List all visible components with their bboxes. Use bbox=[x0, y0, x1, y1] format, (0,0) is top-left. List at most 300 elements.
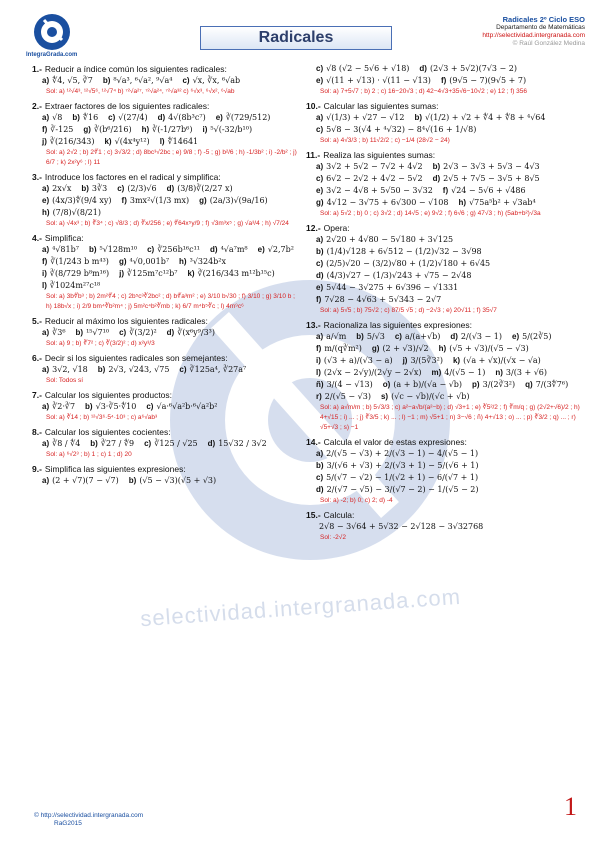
exercise-expression: √75a⁵b² + √3ab⁴ bbox=[469, 198, 536, 207]
question-heading bbox=[32, 101, 300, 111]
exercise-item bbox=[383, 380, 462, 390]
exercise-list bbox=[316, 113, 586, 135]
exercise-expression: 5√8 − 3(√4 + ⁴√32) − 8⁴√(16 + 1/√8) bbox=[326, 125, 477, 134]
exercise-label: p) bbox=[472, 380, 480, 389]
exercise-item bbox=[42, 365, 88, 375]
solution-text: Sol: a) 9 ; b) ∛7² ; c) ∛(3/2)² ; d) x²y³/3 bbox=[46, 340, 155, 347]
exercise-item bbox=[316, 113, 404, 123]
exercise-label: e) bbox=[42, 196, 50, 205]
exercise-expression: ∜16 bbox=[82, 113, 99, 122]
question-number: 15.- bbox=[306, 510, 321, 520]
exercise-expression: 3/(2∛3²) bbox=[482, 380, 516, 389]
exercise-expression: ∛(216/343 m¹²b¹⁵c) bbox=[197, 269, 275, 278]
exercise-item bbox=[450, 332, 502, 342]
exercise-expression: (2 + √3)/√2 bbox=[382, 344, 429, 353]
exercise-label: d) bbox=[210, 245, 218, 254]
page-number: 1 bbox=[564, 792, 577, 821]
exercise-expression: 2/(√3 − 1) bbox=[460, 332, 503, 341]
exercise-label: d) bbox=[207, 439, 216, 448]
exercise-item bbox=[258, 245, 294, 255]
exercise-list bbox=[42, 439, 300, 449]
question-heading bbox=[32, 64, 300, 74]
exercise-item bbox=[90, 439, 134, 449]
exercise-expression: ∛3⁶ bbox=[52, 328, 66, 337]
exercise-expression: √a·⁶√a²b·⁶√a²b² bbox=[156, 402, 218, 411]
exercise-item bbox=[316, 461, 479, 471]
exercise-item bbox=[459, 198, 536, 208]
exercise-label: b) bbox=[128, 476, 137, 485]
exercise-item bbox=[316, 76, 431, 86]
exercise-expression: ∛125 / √25 bbox=[154, 439, 198, 448]
exercise-item bbox=[512, 332, 551, 342]
exercise-expression: (√3 + a)/(√3 − a) bbox=[323, 356, 393, 365]
exercise-label: e) bbox=[316, 76, 324, 85]
question-text: Reducir a índice común los siguientes radicales: bbox=[44, 64, 227, 74]
exercise-expression: 2√8 − 3√64 + 5√32 − 2√128 − 3√32768 bbox=[319, 522, 484, 531]
exercise-expression: (7/8)√(8/21) bbox=[52, 208, 101, 217]
exercise-label: a) bbox=[42, 439, 50, 448]
exercise-item bbox=[372, 344, 429, 354]
exercise-label: b) bbox=[75, 328, 84, 337]
exercise-label: d) bbox=[432, 174, 441, 183]
exercise-label: d) bbox=[316, 485, 324, 494]
exercise-expression: √2,7b² bbox=[267, 245, 294, 254]
exercise-list bbox=[316, 235, 586, 305]
exercise-expression: (3/8)∛(2/27 x) bbox=[177, 184, 233, 193]
exercise-expression: 2/(√5 − √3) bbox=[324, 392, 371, 401]
exercise-label: k) bbox=[452, 356, 461, 365]
exercise-label: h) bbox=[179, 257, 187, 266]
watermark-text: selectividad.intergranada.com bbox=[139, 583, 462, 632]
exercise-expression: 5/√3 bbox=[366, 332, 385, 341]
question-heading bbox=[306, 510, 586, 520]
exercise-label: i) bbox=[42, 269, 47, 278]
exercise-item bbox=[187, 269, 274, 279]
question-text: Introduce los factores en el radical y simplifica: bbox=[44, 172, 221, 182]
question-text: Extraer factores de los siguientes radicales: bbox=[44, 101, 210, 111]
exercise-expression: 2/(√7 − √5) − 3/(√7 − 2) − 1/(√5 − 2) bbox=[326, 485, 479, 494]
question-number: 3.- bbox=[32, 172, 42, 182]
question-block bbox=[306, 101, 586, 146]
exercise-label: c) bbox=[316, 473, 324, 482]
question-number: 12.- bbox=[306, 223, 321, 233]
exercise-item bbox=[316, 64, 409, 74]
exercise-item bbox=[403, 356, 443, 366]
exercise-label: c) bbox=[316, 174, 324, 183]
credit-label: © Raúl González Medina bbox=[512, 40, 585, 47]
exercise-item bbox=[119, 269, 177, 279]
exercise-expression: 6√2 − 2√2 + 4√2 − 5√2 bbox=[326, 174, 423, 183]
exercise-expression: 3mx²√(1/3 mx) bbox=[129, 196, 190, 205]
exercise-label: c) bbox=[316, 259, 324, 268]
exercise-label: b) bbox=[356, 332, 364, 341]
question-text: Opera: bbox=[323, 223, 350, 233]
exercise-expression: (2√3 + 5√2)(7√3 − 2) bbox=[429, 64, 517, 73]
exercise-label: d) bbox=[166, 184, 175, 193]
exercise-expression: (4/3)√27 − (1/3)√243 + √75 − 2√48 bbox=[326, 271, 472, 280]
exercise-label: a) bbox=[42, 365, 50, 374]
exercise-item bbox=[472, 380, 515, 390]
question-block bbox=[306, 437, 586, 506]
exercise-label: j) bbox=[402, 356, 408, 365]
exercise-item bbox=[316, 356, 393, 366]
question-text: Calcular las siguientes sumas: bbox=[323, 101, 439, 111]
exercise-expression: a/√m bbox=[326, 332, 347, 341]
exercise-expression: √8 bbox=[52, 113, 63, 122]
question-text: Realiza las siguientes sumas: bbox=[323, 150, 436, 160]
exercise-label: g) bbox=[316, 198, 324, 207]
exercise-expression: √(11 + √13) · √(11 − √13) bbox=[326, 76, 431, 85]
exercise-expression: (√a + √x)/(√x − √a) bbox=[463, 356, 541, 365]
exercise-expression: 5√44 − 3√275 + 6√396 − √1331 bbox=[326, 283, 459, 292]
question-block bbox=[32, 172, 300, 229]
exercise-label: e) bbox=[316, 283, 324, 292]
solution-text: Sol: a) ∛14 ; b) ¹²√3⁶·5⁴·10³ ; c) a⁶√ab³ bbox=[46, 414, 158, 421]
solution-text: Sol: a) a√m/m ; b) 5√3/3 ; c) a²−a√b/(a²−b) ; d) √3+1 ; e) ∛5²/2 ; f) ∛m/q ; g) (2√2+√6)/2 ; h) 4+√15 ; i) ... ; j) ∛3/5 ; k) ... ; l) −1 ; m) √5+1 ; n) 3−√6 ; ñ) 4+√13 ; o) ... ; p) ∛3/2 ; q) ... ; r) √5+√3 ; s) −1 bbox=[320, 404, 580, 431]
exercise-expression: 3√2, √18 bbox=[52, 365, 88, 374]
header-url[interactable]: http://selectividad.intergranada.com bbox=[482, 32, 585, 39]
question-block bbox=[32, 427, 300, 460]
exercise-label: l) bbox=[159, 137, 165, 146]
exercise-expression: √8 (√2 − 5√6 + √18) bbox=[326, 64, 410, 73]
exercise-item bbox=[316, 344, 362, 354]
exercise-expression: ∛(8/729 b⁸m¹⁶) bbox=[49, 269, 110, 278]
exercise-label: h) bbox=[141, 125, 150, 134]
exercise-label: f) bbox=[440, 76, 447, 85]
exercise-item bbox=[129, 476, 216, 486]
exercise-item bbox=[216, 113, 271, 123]
question-block bbox=[32, 390, 300, 423]
exercise-label: g) bbox=[118, 257, 127, 266]
exercise-item bbox=[119, 257, 169, 267]
question-block bbox=[306, 150, 586, 219]
question-block bbox=[32, 464, 300, 486]
question-heading bbox=[32, 233, 300, 243]
exercise-expression: 3∛3 bbox=[91, 184, 108, 193]
exercise-item bbox=[316, 332, 346, 342]
exercise-label: e) bbox=[316, 186, 324, 195]
exercise-expression: 2/(√5 − √3) + 2/(√3 − 1) − 4/(√5 − 1) bbox=[326, 449, 479, 458]
exercise-label: d) bbox=[419, 64, 427, 73]
exercise-list bbox=[42, 402, 300, 412]
exercise-expression: 2√3 − 3√3 + 5√3 − 4√3 bbox=[443, 162, 540, 171]
question-heading bbox=[32, 427, 300, 437]
exercise-label: c) bbox=[394, 332, 402, 341]
exercise-item bbox=[182, 76, 240, 86]
exercise-expression: 3√2 − 4√8 + 5√50 − 3√32 bbox=[326, 186, 433, 195]
exercise-label: g) bbox=[83, 125, 91, 134]
exercise-item bbox=[158, 113, 206, 123]
exercise-expression: ∛2·∛7 bbox=[52, 402, 76, 411]
exercise-expression: ∛(b⁶/216) bbox=[93, 125, 132, 134]
question-text: Calcular los siguientes cocientes: bbox=[44, 427, 171, 437]
solution-text: Sol: -2√2 bbox=[320, 534, 346, 541]
exercise-expression: 4√(8b³c⁷) bbox=[168, 113, 206, 122]
exercise-expression: ∛125m⁷c¹²b⁷ bbox=[127, 269, 178, 278]
question-number: 5.- bbox=[32, 316, 42, 326]
logo-label: IntegraGrada.com bbox=[26, 52, 78, 58]
solution-text: Sol: a) 5√5 ; b) 75√2 ; c) 87/5 √5 ; d) −2√3 ; e) 20√11 ; f) 35√7 bbox=[320, 307, 497, 314]
exercise-expression: ¹⁵√7¹⁰ bbox=[86, 328, 110, 337]
question-number: 4.- bbox=[32, 233, 42, 243]
exercise-expression: ∛-125 bbox=[50, 125, 74, 134]
exercise-item bbox=[316, 522, 483, 532]
exercise-label: b) bbox=[97, 365, 106, 374]
exercise-item bbox=[42, 137, 94, 147]
exercise-item bbox=[42, 245, 79, 255]
exercise-label: a) bbox=[316, 449, 324, 458]
exercise-expression: 4√12 − 3√75 + 6√300 − √108 bbox=[326, 198, 449, 207]
exercise-item bbox=[85, 402, 136, 412]
exercise-item bbox=[42, 439, 80, 449]
exercise-label: m) bbox=[431, 368, 442, 377]
exercise-item bbox=[117, 184, 156, 194]
exercise-expression: 3/(4 − √13) bbox=[326, 380, 373, 389]
exercise-item bbox=[316, 380, 373, 390]
question-block bbox=[306, 64, 586, 97]
question-heading bbox=[32, 390, 300, 400]
exercise-item bbox=[142, 125, 193, 135]
exercise-item bbox=[83, 125, 131, 135]
exercise-label: c) bbox=[182, 76, 190, 85]
exercise-item bbox=[316, 295, 441, 305]
exercise-label: c) bbox=[316, 64, 324, 73]
question-text: Decir si los siguientes radicales son semejantes: bbox=[44, 353, 228, 363]
exercise-expression: ∛(-1/27b⁶) bbox=[152, 125, 193, 134]
exercise-label: b) bbox=[102, 76, 111, 85]
exercise-label: i) bbox=[316, 356, 321, 365]
exercise-label: k) bbox=[187, 269, 195, 278]
exercise-expression: ⁸√a³, ⁶√a², ⁹√a⁴ bbox=[113, 76, 173, 85]
exercise-expression: (a + b)/(√a − √b) bbox=[393, 380, 463, 389]
exercise-label: f) bbox=[42, 125, 48, 134]
exercise-list bbox=[42, 113, 300, 147]
exercise-label: q) bbox=[525, 380, 533, 389]
exercise-expression: ⁵√128m¹⁰ bbox=[99, 245, 138, 254]
exercise-item bbox=[316, 186, 433, 196]
exercise-item bbox=[76, 328, 110, 338]
question-number: 6.- bbox=[32, 353, 42, 363]
question-text: Simplifica: bbox=[44, 233, 84, 243]
exercise-item bbox=[103, 76, 173, 86]
solution-text: Sol: a) 7+5√7 ; b) 2 ; c) 16−20√3 ; d) 42−4√3+35√6−10√2 ; e) 12 ; f) 356 bbox=[320, 88, 528, 95]
exercise-label: i) bbox=[202, 125, 208, 134]
exercise-label: g) bbox=[371, 344, 380, 353]
exercise-label: b) bbox=[316, 247, 324, 256]
question-text: Calcula: bbox=[323, 510, 355, 520]
exercise-expression: 2√5 + 7√5 − 3√5 + 8√5 bbox=[443, 174, 540, 183]
exercise-expression: ∛1024m²⁷c¹⁸ bbox=[49, 281, 101, 290]
exercise-item bbox=[146, 402, 217, 412]
exercise-expression: √24 − 5√6 + √486 bbox=[451, 186, 526, 195]
exercise-item bbox=[42, 402, 75, 412]
question-block bbox=[32, 233, 300, 312]
exercise-item bbox=[119, 328, 157, 338]
exercise-label: a) bbox=[316, 235, 324, 244]
exercise-expression: 5/(2∛5) bbox=[522, 332, 552, 341]
exercise-list bbox=[316, 449, 586, 495]
exercise-label: a) bbox=[42, 402, 50, 411]
exercise-expression: (2/3)√6 bbox=[127, 184, 157, 193]
footer bbox=[34, 812, 143, 828]
exercise-item bbox=[89, 245, 137, 255]
department-label: Departamento de Matemáticas bbox=[496, 24, 585, 31]
exercise-expression: (√5 + √3)/(√5 − √3) bbox=[449, 344, 529, 353]
exercise-expression: ∛(729/512) bbox=[225, 113, 271, 122]
exercise-item bbox=[42, 269, 109, 279]
exercise-expression: 3√2 + 5√2 − 7√2 + 4√2 bbox=[326, 162, 423, 171]
exercise-label: ñ) bbox=[316, 380, 324, 389]
solution-text: Sol: a) 5√2 ; b) 0 ; c) 3√2 ; d) 14√5 ; e) 9√2 ; f) 6√6 ; g) 47√3 ; h) (5ab+b²)√3a bbox=[320, 210, 541, 217]
exercise-list bbox=[42, 245, 300, 291]
exercise-item bbox=[453, 356, 541, 366]
solution-text: Sol: a) ⁶√2³ ; b) 1 ; c) 1 ; d) 20 bbox=[46, 451, 132, 458]
exercise-item bbox=[495, 368, 547, 378]
exercise-label: f) bbox=[442, 186, 449, 195]
solution-text: Sol: a) 3b∜b³ ; b) 2m²∜4 ; c) 2b⁵c³∛2bc² ; d) b∜a³m² ; e) 3/10 b√30 ; f) 3/10 ; g) 3/10 b ; h) 18b√x ; i) 2/9 bm⁴∛b²m⁴ ; j) 5m²c⁴b²∛mb ; k) 6/7 m⁴b⁵∛c ; l) 4m⁹c⁶ bbox=[46, 293, 295, 310]
exercise-label: a) bbox=[42, 184, 50, 193]
question-heading bbox=[306, 320, 586, 330]
left-column bbox=[32, 60, 300, 487]
exercise-item bbox=[104, 137, 149, 147]
exercise-expression: √(1/2) + √2 + ∜4 + ∜8 + ⁴√64 bbox=[425, 113, 546, 122]
exercise-item bbox=[167, 328, 215, 338]
exercise-label: g) bbox=[199, 196, 207, 205]
exercise-expression: 7/(3∜7⁶) bbox=[535, 380, 569, 389]
exercise-item bbox=[316, 125, 476, 135]
exercise-expression: ∛(1/243 b m⁴³) bbox=[50, 257, 109, 266]
exercise-expression: (4x/3)∜(9/4 xy) bbox=[52, 196, 112, 205]
exercise-item bbox=[147, 245, 200, 255]
exercise-expression: 3/(3 + √6) bbox=[505, 368, 547, 377]
exercise-item bbox=[316, 392, 371, 402]
exercise-label: a) bbox=[316, 162, 324, 171]
exercise-item bbox=[419, 64, 517, 74]
exercise-expression: ∛(x⁶y⁹/3³) bbox=[177, 328, 215, 337]
exercise-item bbox=[395, 332, 441, 342]
exercise-item bbox=[42, 76, 93, 86]
question-block bbox=[306, 510, 586, 543]
exercise-label: a) bbox=[42, 476, 50, 485]
exercise-item bbox=[208, 439, 267, 449]
exercise-item bbox=[525, 380, 568, 390]
exercise-item bbox=[316, 162, 423, 172]
exercise-list bbox=[42, 476, 300, 486]
exercise-item bbox=[443, 186, 526, 196]
question-block bbox=[32, 64, 300, 97]
exercise-label: a) bbox=[42, 76, 50, 85]
exercise-label: d) bbox=[166, 328, 175, 337]
question-text: Simplifica las siguientes expresiones: bbox=[44, 464, 186, 474]
exercise-label: f) bbox=[316, 295, 322, 304]
exercise-label: c) bbox=[144, 439, 152, 448]
exercise-expression: (9√5 − 7)(9√5 + 7) bbox=[449, 76, 527, 85]
solution-text: Sol: a) 4√3/3 ; b) 11√2/2 ; c) −1/4 (28√2 − 24) bbox=[320, 137, 450, 144]
exercise-label: b) bbox=[81, 184, 89, 193]
exercise-list bbox=[316, 332, 586, 402]
solution-text: Sol: Todos sí bbox=[46, 377, 84, 384]
question-heading bbox=[306, 101, 586, 111]
exercise-item bbox=[316, 235, 453, 245]
question-text: Calcular los siguientes productos: bbox=[44, 390, 173, 400]
exercise-item bbox=[42, 125, 73, 135]
exercise-label: n) bbox=[495, 368, 503, 377]
question-heading bbox=[32, 353, 300, 363]
exercise-label: c) bbox=[119, 328, 127, 337]
logo-icon bbox=[28, 10, 88, 58]
question-block bbox=[306, 320, 586, 433]
exercise-expression: 2√20 + 4√80 − 5√180 + 3√125 bbox=[326, 235, 454, 244]
question-block bbox=[32, 101, 300, 168]
exercise-expression: ⁴√a⁷m⁸ bbox=[220, 245, 248, 254]
exercise-expression: √3·∛5·∜10 bbox=[95, 402, 137, 411]
exercise-expression: ⁵√(-32/b¹⁰) bbox=[210, 125, 253, 134]
exercise-list bbox=[42, 184, 300, 218]
exercise-expression: 7√28 − 4√63 + 5√343 − 2√7 bbox=[324, 295, 442, 304]
exercise-item bbox=[160, 137, 198, 147]
exercise-item bbox=[316, 485, 479, 495]
exercise-expression: (1/4)√128 + 6√512 − (1/2)√32 − 3√98 bbox=[326, 247, 482, 256]
exercise-label: a) bbox=[316, 113, 324, 122]
exercise-item bbox=[316, 449, 478, 459]
exercise-item bbox=[381, 392, 469, 402]
exercise-label: b) bbox=[72, 113, 80, 122]
exercise-label: a) bbox=[42, 328, 50, 337]
exercise-label: o) bbox=[382, 380, 391, 389]
exercise-item bbox=[42, 208, 101, 218]
exercise-item bbox=[42, 328, 66, 338]
exercise-label: h) bbox=[438, 344, 447, 353]
exercise-item bbox=[441, 76, 526, 86]
question-number: 1.- bbox=[32, 64, 42, 74]
exercise-label: b) bbox=[90, 439, 98, 448]
question-number: 11.- bbox=[306, 150, 321, 160]
exercise-expression: √(1/3) + √27 − √12 bbox=[326, 113, 405, 122]
exercise-label: b) bbox=[432, 162, 441, 171]
exercise-label: h) bbox=[458, 198, 467, 207]
footer-site-link[interactable]: © http://selectividad.intergranada.com bbox=[34, 812, 144, 819]
exercise-expression: ∛8 / ∜4 bbox=[52, 439, 81, 448]
exercise-item bbox=[316, 368, 421, 378]
right-column bbox=[306, 60, 586, 543]
question-text: Calcula el valor de estas expresiones: bbox=[323, 437, 467, 447]
exercise-label: d) bbox=[316, 271, 324, 280]
solution-text: Sol: a) ¹²√4³, ¹²√5⁶, ¹²√7⁴ b) ⁷²√a²⁷, ⁷²√a²⁴, ⁷²√a³² c) ⁶√x³, ⁶√x², ⁶√ab bbox=[46, 88, 235, 95]
course-label: Radicales 2º Ciclo ESO bbox=[502, 15, 585, 24]
exercise-expression: √(27/4) bbox=[118, 113, 148, 122]
exercise-expression: ∛256b¹⁶c¹¹ bbox=[157, 245, 200, 254]
exercise-item bbox=[42, 281, 100, 291]
exercise-item bbox=[316, 283, 458, 293]
exercise-label: c) bbox=[108, 113, 116, 122]
exercise-expression: ∛(3/2)² bbox=[129, 328, 157, 337]
exercise-item bbox=[210, 245, 248, 255]
exercise-label: f) bbox=[42, 257, 48, 266]
question-text: Reducir al máximo los siguientes radicales: bbox=[44, 316, 208, 326]
question-block bbox=[32, 316, 300, 349]
exercise-expression: 3/(5∛3²) bbox=[410, 356, 443, 365]
exercise-item bbox=[72, 113, 98, 123]
exercise-item bbox=[42, 257, 109, 267]
exercise-expression: √(4x⁴y¹²) bbox=[114, 137, 150, 146]
exercise-label: c) bbox=[146, 402, 154, 411]
exercise-expression: a/(a+√b) bbox=[404, 332, 441, 341]
exercise-label: l) bbox=[42, 281, 47, 290]
exercise-item bbox=[414, 113, 545, 123]
exercise-expression: 15√32 / 3√2 bbox=[218, 439, 267, 448]
question-block bbox=[32, 353, 300, 386]
exercise-label: c) bbox=[117, 184, 125, 193]
